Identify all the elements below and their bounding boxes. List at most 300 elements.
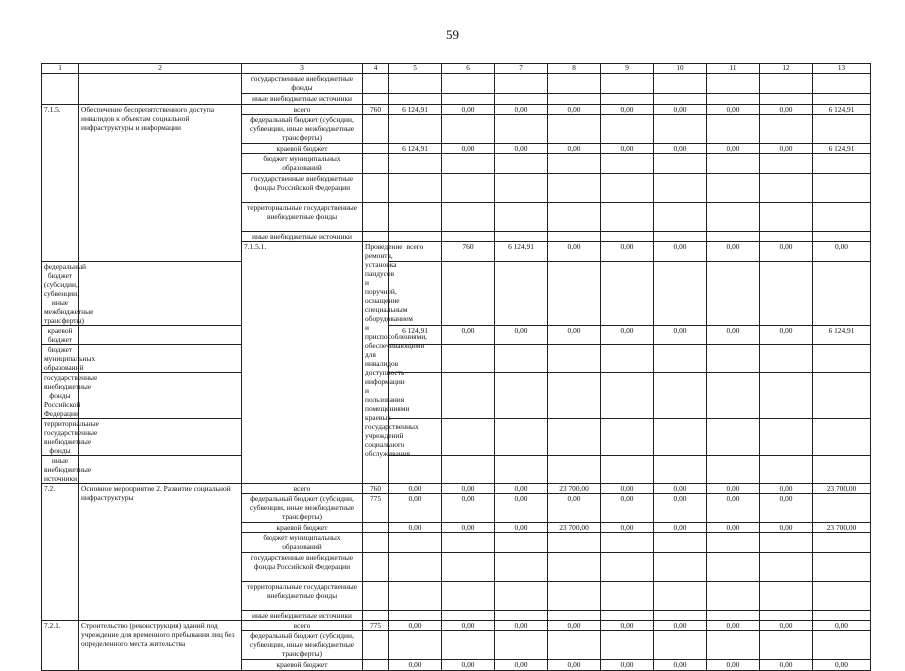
amount-cell: 0,00 xyxy=(707,523,760,533)
funding-source: территориальные государственные внебюджетные фонды xyxy=(242,582,363,611)
funding-source: федеральный бюджет (субсидии, субвенции, иные межбюджетные трансферты) xyxy=(242,494,363,523)
amount-cell xyxy=(654,611,707,621)
table-row xyxy=(42,372,871,418)
amount-cell xyxy=(548,203,601,232)
amount-cell xyxy=(548,533,601,553)
amount-cell xyxy=(760,174,813,203)
amount-cell xyxy=(707,582,760,611)
amount-cell: 0,00 xyxy=(654,494,707,523)
column-number-12: 12 xyxy=(760,64,813,74)
table-row xyxy=(42,105,871,115)
amount-cell: 0,00 xyxy=(760,144,813,154)
amount-cell xyxy=(707,115,760,144)
amount-cell xyxy=(813,611,871,621)
amount-cell: 0,00 xyxy=(654,242,707,261)
amount-cell xyxy=(760,74,813,94)
amount-cell xyxy=(601,611,654,621)
amount-cell xyxy=(601,232,654,242)
amount-cell: 0,00 xyxy=(707,660,760,670)
budget-code xyxy=(363,582,389,611)
budget-code xyxy=(363,631,389,660)
budget-code: 775 xyxy=(363,494,389,523)
amount-cell: 0,00 xyxy=(654,523,707,533)
table-row xyxy=(42,344,871,372)
amount-cell: 0,00 xyxy=(707,242,760,261)
amount-cell xyxy=(760,115,813,144)
amount-cell: 0,00 xyxy=(389,494,442,523)
amount-cell: 0,00 xyxy=(442,660,495,670)
amount-cell xyxy=(389,455,442,483)
amount-cell: 0,00 xyxy=(548,660,601,670)
column-number-3: 3 xyxy=(242,64,363,74)
amount-cell xyxy=(601,553,654,582)
amount-cell xyxy=(760,94,813,105)
amount-cell xyxy=(495,203,548,232)
amount-cell xyxy=(760,533,813,553)
amount-cell: 0,00 xyxy=(495,105,548,115)
amount-cell: 0,00 xyxy=(495,660,548,670)
amount-cell xyxy=(813,154,871,174)
budget-code xyxy=(79,261,242,325)
amount-cell xyxy=(654,74,707,94)
amount-cell: 0,00 xyxy=(442,494,495,523)
amount-cell xyxy=(389,94,442,105)
table-row xyxy=(42,621,871,631)
amount-cell xyxy=(495,115,548,144)
amount-cell: 0,00 xyxy=(495,523,548,533)
amount-cell xyxy=(389,203,442,232)
amount-cell xyxy=(654,372,707,418)
amount-cell xyxy=(601,94,654,105)
row-code: 7.2.1. xyxy=(42,621,79,670)
amount-cell xyxy=(707,611,760,621)
amount-cell xyxy=(707,455,760,483)
amount-cell: 6 124,91 xyxy=(813,105,871,115)
amount-cell xyxy=(707,533,760,553)
amount-cell: 0,00 xyxy=(548,242,601,261)
amount-cell: 0,00 xyxy=(760,494,813,523)
amount-cell: 0,00 xyxy=(601,325,654,344)
amount-cell xyxy=(654,344,707,372)
amount-cell xyxy=(548,261,601,325)
budget-code xyxy=(363,232,389,242)
funding-source: всего xyxy=(389,242,442,261)
amount-cell xyxy=(495,94,548,105)
row-code xyxy=(42,74,79,105)
table-row xyxy=(42,455,871,483)
amount-cell: 0,00 xyxy=(495,621,548,631)
row-name: Строительство (реконструкция) зданий под учреждение для временного пребывания лиц без определенного места жительства xyxy=(79,621,242,670)
amount-cell xyxy=(495,582,548,611)
amount-cell xyxy=(548,553,601,582)
funding-source: государственные внебюджетные фонды Российской Федерации xyxy=(242,553,363,582)
budget-code: 760 xyxy=(442,242,495,261)
amount-cell: 0,00 xyxy=(654,483,707,493)
amount-cell: 0,00 xyxy=(495,325,548,344)
funding-source: государственные внебюджетные фонды xyxy=(242,74,363,94)
amount-cell xyxy=(389,74,442,94)
funding-source: краевой бюджет xyxy=(42,325,79,344)
amount-cell xyxy=(654,94,707,105)
amount-cell xyxy=(707,232,760,242)
amount-cell: 0,00 xyxy=(389,660,442,670)
amount-cell xyxy=(495,154,548,174)
funding-source: территориальные государственные внебюджетные фонды xyxy=(42,418,79,455)
funding-source: федеральный бюджет (субсидии, субвенции, иные межбюджетные трансферты) xyxy=(42,261,79,325)
budget-code xyxy=(79,325,242,344)
amount-cell: 0,00 xyxy=(495,494,548,523)
amount-cell: 0,00 xyxy=(389,523,442,533)
amount-cell xyxy=(442,94,495,105)
amount-cell xyxy=(654,115,707,144)
amount-cell: 0,00 xyxy=(442,523,495,533)
budget-code xyxy=(79,344,242,372)
table-row xyxy=(42,261,871,325)
amount-cell xyxy=(442,553,495,582)
amount-cell: 23 700,00 xyxy=(813,523,871,533)
amount-cell: 0,00 xyxy=(495,483,548,493)
amount-cell: 0,00 xyxy=(707,325,760,344)
amount-cell: 0,00 xyxy=(601,105,654,115)
funding-source: бюджет муниципальных образований xyxy=(242,533,363,553)
budget-code xyxy=(363,660,389,670)
column-number-4: 4 xyxy=(363,64,389,74)
amount-cell xyxy=(548,232,601,242)
amount-cell: 0,00 xyxy=(760,325,813,344)
amount-cell xyxy=(495,372,548,418)
amount-cell xyxy=(654,455,707,483)
amount-cell: 0,00 xyxy=(760,523,813,533)
amount-cell xyxy=(707,74,760,94)
amount-cell xyxy=(654,418,707,455)
amount-cell: 6 124,91 xyxy=(389,144,442,154)
amount-cell xyxy=(813,418,871,455)
budget-code xyxy=(363,115,389,144)
column-number-9: 9 xyxy=(601,64,654,74)
budget-code xyxy=(363,94,389,105)
amount-cell: 0,00 xyxy=(389,621,442,631)
row-name: Проведение ремонта, установка пандусов и поручней, оснащение специальным оборудованием и приспособлениями, обеспечивающими для инвалидов доступность информации и пользования помещениями краевых государственных учреждений социального обслуживания xyxy=(363,242,389,483)
amount-cell xyxy=(654,203,707,232)
funding-source: иные внебюджетные источники xyxy=(42,455,79,483)
amount-cell: 0,00 xyxy=(707,483,760,493)
amount-cell: 0,00 xyxy=(813,242,871,261)
funding-source: территориальные государственные внебюджетные фонды xyxy=(242,203,363,232)
amount-cell xyxy=(601,261,654,325)
column-number-6: 6 xyxy=(442,64,495,74)
budget-code xyxy=(363,523,389,533)
row-name xyxy=(79,74,242,105)
amount-cell xyxy=(601,74,654,94)
amount-cell xyxy=(707,154,760,174)
amount-cell xyxy=(654,154,707,174)
amount-cell: 6 124,91 xyxy=(495,242,548,261)
amount-cell: 0,00 xyxy=(548,144,601,154)
amount-cell xyxy=(760,631,813,660)
amount-cell xyxy=(760,203,813,232)
amount-cell: 0,00 xyxy=(548,494,601,523)
amount-cell xyxy=(495,611,548,621)
amount-cell xyxy=(442,344,495,372)
amount-cell xyxy=(442,455,495,483)
amount-cell xyxy=(495,74,548,94)
amount-cell: 23 700,00 xyxy=(548,523,601,533)
amount-cell xyxy=(442,115,495,144)
amount-cell xyxy=(654,631,707,660)
amount-cell xyxy=(548,372,601,418)
amount-cell xyxy=(707,174,760,203)
amount-cell xyxy=(654,232,707,242)
funding-source: краевой бюджет xyxy=(242,144,363,154)
funding-source: иные внебюджетные источники xyxy=(242,94,363,105)
amount-cell xyxy=(548,74,601,94)
amount-cell xyxy=(707,631,760,660)
amount-cell xyxy=(495,261,548,325)
budget-code xyxy=(79,418,242,455)
amount-cell xyxy=(760,418,813,455)
amount-cell: 6 124,91 xyxy=(813,325,871,344)
amount-cell xyxy=(495,344,548,372)
budget-code xyxy=(363,611,389,621)
budget-code xyxy=(79,455,242,483)
amount-cell xyxy=(707,418,760,455)
amount-cell xyxy=(654,553,707,582)
funding-source: иные внебюджетные источники xyxy=(242,232,363,242)
amount-cell xyxy=(548,582,601,611)
amount-cell xyxy=(442,582,495,611)
amount-cell xyxy=(389,174,442,203)
amount-cell xyxy=(813,232,871,242)
amount-cell xyxy=(601,174,654,203)
amount-cell xyxy=(707,344,760,372)
amount-cell: 23 700,00 xyxy=(548,483,601,493)
amount-cell xyxy=(760,261,813,325)
budget-code xyxy=(363,203,389,232)
amount-cell: 0,00 xyxy=(442,325,495,344)
budget-code: 760 xyxy=(363,483,389,493)
row-name: Обеспечение беспрепятственного доступа инвалидов к объектам социальной инфраструктуры и информации xyxy=(79,105,242,262)
amount-cell xyxy=(442,261,495,325)
amount-cell xyxy=(760,611,813,621)
amount-cell xyxy=(707,94,760,105)
amount-cell xyxy=(495,455,548,483)
column-number-2: 2 xyxy=(79,64,242,74)
amount-cell xyxy=(813,455,871,483)
amount-cell: 0,00 xyxy=(442,483,495,493)
amount-cell: 6 124,91 xyxy=(813,144,871,154)
amount-cell xyxy=(601,418,654,455)
amount-cell: 0,00 xyxy=(495,144,548,154)
amount-cell xyxy=(813,582,871,611)
column-number-10: 10 xyxy=(654,64,707,74)
amount-cell xyxy=(495,418,548,455)
amount-cell xyxy=(760,372,813,418)
amount-cell xyxy=(813,533,871,553)
amount-cell xyxy=(495,631,548,660)
amount-cell: 0,00 xyxy=(548,325,601,344)
amount-cell: 0,00 xyxy=(760,660,813,670)
budget-code: 760 xyxy=(363,105,389,115)
amount-cell: 0,00 xyxy=(760,242,813,261)
amount-cell xyxy=(760,553,813,582)
amount-cell xyxy=(389,553,442,582)
amount-cell: 6 124,91 xyxy=(389,325,442,344)
amount-cell xyxy=(654,261,707,325)
column-number-row xyxy=(42,64,871,74)
funding-source: краевой бюджет xyxy=(242,660,363,670)
funding-source: бюджет муниципальных образований xyxy=(42,344,79,372)
column-number-8: 8 xyxy=(548,64,601,74)
amount-cell xyxy=(442,372,495,418)
amount-cell: 0,00 xyxy=(654,325,707,344)
funding-source: государственные внебюджетные фонды Российской Федерации xyxy=(42,372,79,418)
budget-code xyxy=(363,553,389,582)
amount-cell xyxy=(813,372,871,418)
amount-cell xyxy=(548,611,601,621)
column-number-1: 1 xyxy=(42,64,79,74)
column-number-11: 11 xyxy=(707,64,760,74)
column-number-13: 13 xyxy=(813,64,871,74)
amount-cell xyxy=(548,344,601,372)
amount-cell xyxy=(442,74,495,94)
budget-code xyxy=(79,372,242,418)
amount-cell: 0,00 xyxy=(548,105,601,115)
amount-cell xyxy=(813,344,871,372)
amount-cell: 0,00 xyxy=(601,144,654,154)
amount-cell: 0,00 xyxy=(601,523,654,533)
amount-cell: 0,00 xyxy=(707,105,760,115)
amount-cell xyxy=(601,533,654,553)
amount-cell xyxy=(389,232,442,242)
budget-code xyxy=(363,154,389,174)
amount-cell xyxy=(601,115,654,144)
amount-cell: 0,00 xyxy=(442,144,495,154)
amount-cell xyxy=(389,533,442,553)
amount-cell xyxy=(389,154,442,174)
funding-source: всего xyxy=(242,105,363,115)
amount-cell xyxy=(760,344,813,372)
funding-source: всего xyxy=(242,483,363,493)
funding-source: федеральный бюджет (субсидии, субвенции, иные межбюджетные трансферты) xyxy=(242,631,363,660)
funding-source: иные внебюджетные источники xyxy=(242,611,363,621)
amount-cell: 6 124,91 xyxy=(389,105,442,115)
table-row xyxy=(42,418,871,455)
amount-cell: 0,00 xyxy=(601,242,654,261)
amount-cell xyxy=(601,631,654,660)
row-code: 7.1.5.1. xyxy=(242,242,363,483)
amount-cell xyxy=(813,553,871,582)
funding-source: федеральный бюджет (субсидии, субвенции, иные межбюджетные трансферты) xyxy=(242,115,363,144)
amount-cell xyxy=(760,582,813,611)
amount-cell: 0,00 xyxy=(654,621,707,631)
amount-cell: 0,00 xyxy=(760,621,813,631)
amount-cell xyxy=(389,611,442,621)
amount-cell xyxy=(813,494,871,523)
funding-source: государственные внебюджетные фонды Российской Федерации xyxy=(242,174,363,203)
amount-cell xyxy=(813,74,871,94)
amount-cell xyxy=(813,203,871,232)
column-number-5: 5 xyxy=(389,64,442,74)
amount-cell xyxy=(813,631,871,660)
amount-cell xyxy=(442,174,495,203)
amount-cell xyxy=(548,115,601,144)
funding-source: бюджет муниципальных образований xyxy=(242,154,363,174)
amount-cell xyxy=(442,154,495,174)
amount-cell: 0,00 xyxy=(654,105,707,115)
amount-cell: 0,00 xyxy=(707,621,760,631)
amount-cell xyxy=(548,418,601,455)
table-row xyxy=(42,74,871,94)
amount-cell xyxy=(760,455,813,483)
amount-cell xyxy=(707,261,760,325)
amount-cell xyxy=(813,174,871,203)
amount-cell xyxy=(601,455,654,483)
amount-cell xyxy=(548,154,601,174)
amount-cell xyxy=(548,631,601,660)
budget-code xyxy=(363,533,389,553)
amount-cell xyxy=(654,174,707,203)
amount-cell xyxy=(654,533,707,553)
amount-cell: 0,00 xyxy=(813,621,871,631)
amount-cell: 0,00 xyxy=(654,144,707,154)
amount-cell: 0,00 xyxy=(601,483,654,493)
amount-cell xyxy=(813,261,871,325)
amount-cell: 0,00 xyxy=(707,144,760,154)
amount-cell: 0,00 xyxy=(760,105,813,115)
amount-cell xyxy=(707,372,760,418)
row-code: 7.2. xyxy=(42,483,79,620)
row-code: 7.1.5. xyxy=(42,105,79,262)
amount-cell: 0,00 xyxy=(707,494,760,523)
amount-cell xyxy=(548,455,601,483)
amount-cell xyxy=(442,232,495,242)
amount-cell xyxy=(813,115,871,144)
budget-code: 775 xyxy=(363,621,389,631)
amount-cell xyxy=(601,582,654,611)
amount-cell: 0,00 xyxy=(760,483,813,493)
amount-cell xyxy=(654,582,707,611)
table-row xyxy=(42,325,871,344)
amount-cell: 0,00 xyxy=(601,660,654,670)
amount-cell xyxy=(389,631,442,660)
amount-cell xyxy=(495,232,548,242)
amount-cell xyxy=(760,232,813,242)
amount-cell xyxy=(601,203,654,232)
row-name: Основное мероприятие 2. Развитие социальной инфраструктуры xyxy=(79,483,242,620)
amount-cell xyxy=(601,154,654,174)
amount-cell xyxy=(442,611,495,621)
budget-code xyxy=(363,144,389,154)
amount-cell: 23 700,00 xyxy=(813,483,871,493)
budget-table xyxy=(41,63,871,671)
amount-cell: 0,00 xyxy=(548,621,601,631)
amount-cell xyxy=(389,582,442,611)
amount-cell xyxy=(601,372,654,418)
amount-cell: 0,00 xyxy=(389,483,442,493)
amount-cell xyxy=(548,174,601,203)
amount-cell xyxy=(442,418,495,455)
budget-code xyxy=(363,74,389,94)
amount-cell: 0,00 xyxy=(654,660,707,670)
amount-cell xyxy=(601,344,654,372)
amount-cell xyxy=(495,533,548,553)
amount-cell xyxy=(707,203,760,232)
budget-code xyxy=(363,174,389,203)
funding-source: краевой бюджет xyxy=(242,523,363,533)
amount-cell xyxy=(442,631,495,660)
table-row xyxy=(42,483,871,493)
amount-cell: 0,00 xyxy=(601,494,654,523)
